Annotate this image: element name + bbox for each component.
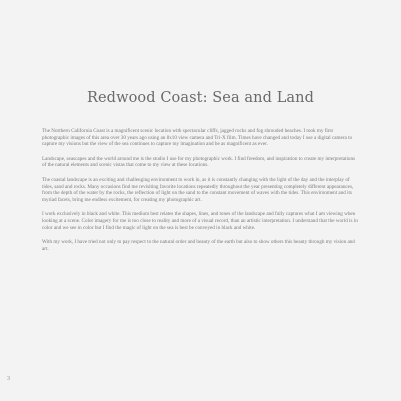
page-number: 3	[7, 376, 10, 382]
paragraph-closing: With my work, I have tried not only to pay respect to the natural order and beauty of the earth but also to show others this beauty through my vision and art.	[42, 239, 355, 252]
paragraph-intro: The Northern California Coast is a magnificent scenic location with spectacular cliffs, jagged rocks and fog shrouded beaches. I took my first photographic images of this area over 30 years ago using an 8x10 view camera and Tri-X film. Times have changed and today I use a digital camera to capture my visions but the view of the sea continues to capture my imagination and be as magnificent as ever.	[42, 128, 353, 148]
page-title: Redwood Coast: Sea and Land	[86, 90, 314, 106]
paragraph-black-and-white: I work exclusively in black and white. This medium best relates the shapes, lines, and tones of the landscape and fully captures what I am viewing when looking at a scene. Color imagery for me is too close to reality and more of a visual record, than an artistic interpretation. I understand that the world is in color and we see in color but I find the magic of light on the sea is best be conveyed in black and white.	[42, 211, 358, 231]
paragraph-coastal-landscape: The coastal landscape is an exciting and challenging environment to work in, as it is constantly changing with the light of the day and the interplay of tides, sand and rocks. Many occasions find me revisiting favorite locations repeatedly throughout the year presenting completely different appearances, from the depth of the water by the rocks, the reflection of light on the sand to the constant movement of waves with the tides. This environment and its myriad facets, bring me endless excitement, for creating my photographic art.	[42, 176, 354, 203]
paragraph-studio: Landscape, seascapes and the world around me is the studio I use for my photographic work. I find freedom, and inspiration to create my interpretations of the natural elements and scenic vistas that come to my view at these locations.	[42, 155, 356, 169]
body-text	[42, 128, 360, 260]
